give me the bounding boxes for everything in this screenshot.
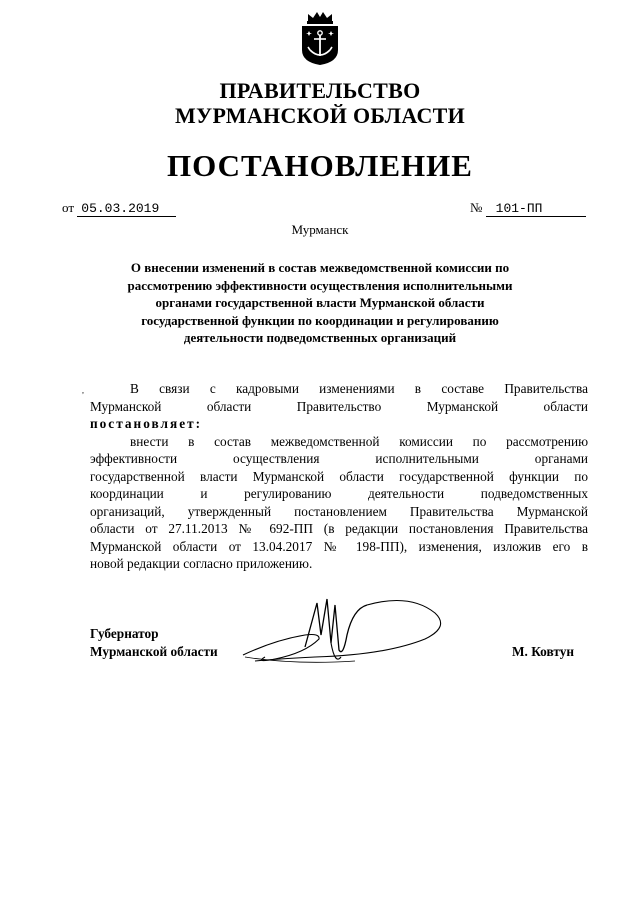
subject-line: органами государственной власти Мурманской области (155, 295, 485, 310)
document-date: 05.03.2019 (77, 201, 176, 217)
document-date-row (62, 200, 176, 217)
government-title-line2: МУРМАНСКОЙ ОБЛАСТИ (174, 103, 466, 128)
handwritten-signature (235, 595, 475, 675)
coat-of-arms-emblem (299, 10, 341, 66)
subject-line: государственной функции по координации и регулированию (141, 312, 499, 328)
body-line: координации и регулированию деятельности подведомственных (90, 486, 588, 501)
document-number: 101-ПП (486, 201, 586, 217)
signer-position-line1: Губернатор (90, 626, 159, 641)
body-line: эффективности осуществления исполнительными органами (90, 451, 588, 466)
document-subject (100, 259, 540, 347)
document-body (90, 380, 588, 573)
document-type-title: ПОСТАНОВЛЕНИЕ (167, 148, 473, 183)
government-title (0, 78, 640, 128)
subject-line: рассмотрению эффективности осуществления исполнительными (127, 277, 513, 293)
body-line: организаций, утвержденный постановлением Правительства Мурманской (90, 503, 588, 519)
body-line: новой редакции согласно приложению. (90, 556, 313, 571)
document-city: Мурманск (291, 222, 349, 237)
resolves-word: постановляет: (90, 416, 203, 431)
signer-position (90, 625, 218, 661)
subject-line: О внесении изменений в состав межведомственной комиссии по (130, 260, 510, 275)
government-title-line1: ПРАВИТЕЛЬСТВО (219, 78, 421, 103)
body-line: государственной власти Мурманской области государственной функции по (90, 468, 588, 484)
body-line: Мурманской области Правительство Мурманской области (90, 398, 588, 414)
date-prefix: от (62, 200, 75, 215)
scan-mark: , (82, 386, 84, 395)
body-line: В связи с кадровыми изменениями в составе Правительства (130, 381, 588, 396)
signer-position-line2: Мурманской области (90, 644, 218, 659)
signer-name: М. Ковтун (512, 644, 575, 659)
subject-line: деятельности подведомственных организаций (183, 330, 457, 345)
document-number-row (470, 200, 586, 217)
body-line: области от 27.11.2013 № 692-ПП (в редакции постановления Правительства (90, 521, 588, 536)
body-line: Мурманской области от 13.04.2017 № 198-ПП), изменения, изложив его в (90, 538, 588, 554)
body-line: внести в состав межведомственной комиссии по рассмотрению (130, 433, 588, 449)
number-prefix: № (470, 200, 483, 215)
